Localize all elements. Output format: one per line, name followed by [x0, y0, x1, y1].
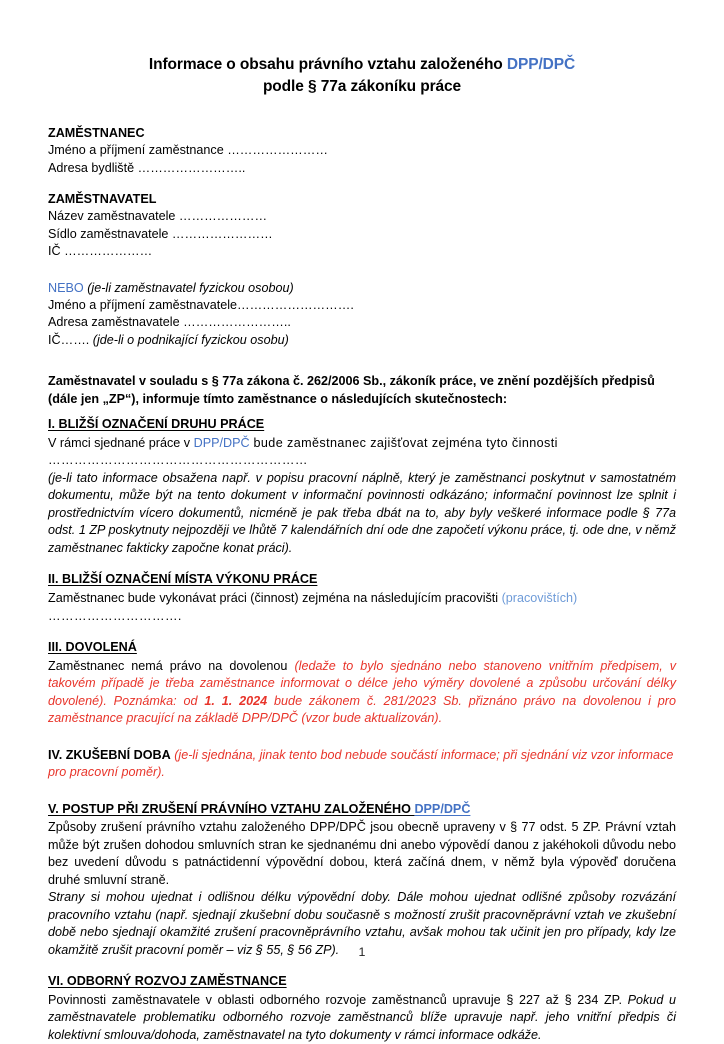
- employee-name-line: Jméno a příjmení zaměstnance ……………………: [48, 143, 328, 158]
- section-6-heading-text: VI. ODBORNÝ ROZVOJ ZAMĚSTNANCE: [48, 974, 287, 989]
- section-3-body-prefix: Zaměstnanec nemá právo na dovolenou: [48, 658, 295, 673]
- page-number: 1: [358, 945, 366, 959]
- spacer: [48, 728, 676, 747]
- employer-alt-name-line: Jméno a příjmení zaměstnavatele……………………….: [48, 297, 354, 312]
- employee-heading: ZAMĚSTNANEC: [48, 125, 145, 140]
- employer-heading: ZAMĚSTNAVATEL: [48, 192, 157, 207]
- section-6-body-italic: Pokud u zaměstnavatele problematiku odborného rozvoje zaměstnanců blíže upravuje např. jeho vnitřní předpis či kolektivní smlouva/dohoda, zaměstnavatel na tyto dokumenty v rámci informace odkáže.: [48, 992, 676, 1042]
- section-1-heading: [48, 416, 676, 434]
- section-1-body-accent: DPP/DPČ: [193, 435, 250, 450]
- section-1-body-prefix: V rámci sjednané práce v: [48, 435, 194, 450]
- spacer: [48, 959, 676, 973]
- section-3-heading-text: III. DOVOLENÁ: [48, 640, 137, 655]
- document-body: [48, 54, 676, 1044]
- spacer: [48, 408, 676, 416]
- section-3-note-part1: (ledaže to bylo sjednáno nebo stanoveno vnitřním předpisem, v takovém případě je třeba zaměstnance informovat o délce jeho výměry dovolené a způsobu určování délky dovolené). Poznámka: od: [48, 658, 676, 708]
- section-3-heading: [48, 639, 676, 657]
- spacer: [48, 177, 676, 191]
- spacer: [48, 625, 676, 639]
- section-4-heading-text: IV. ZKUŠEBNÍ DOBA: [48, 747, 171, 762]
- section-5-heading: [48, 801, 676, 819]
- employer-alt-ic-note: (jde-li o podnikající fyzickou osobu): [92, 332, 289, 347]
- section-3-note-part2: bude zákonem č. 281/2023 Sb. přiznáno právo na dovolenou i pro zaměstnance pracující na základě DPP/DPČ (vzor bude aktualizován).: [48, 693, 676, 726]
- page-title-line1-prefix: Informace o obsahu právního vztahu založeného: [148, 56, 507, 73]
- employer-alt-or-label: NEBO: [48, 280, 84, 295]
- section-4-heading: [48, 747, 676, 782]
- section-2-heading-text: II. BLIŽŠÍ OZNAČENÍ MÍSTA VÝKONU PRÁCE: [48, 572, 318, 587]
- employer-alt-or-note: (je-li zaměstnavatel fyzickou osobou): [87, 280, 294, 295]
- employer-ic-line: IČ …………………: [48, 244, 153, 259]
- spacer: [48, 261, 676, 280]
- section-1-note: (je-li tato informace obsažena např. v popisu pracovní náplně, který je zaměstnanci poskytnut v samostatném dokumentu, může být na tento dokument v informační povinnosti odkázáno; informační povinnost lze splnit i prostřednictvím vícero dokumentů, nicméně je pak třeba dbát na to, aby byly veškeré informace podle § 77a odst. 1 ZP poskytnuty nejpozději ve lhůtě 7 kalendářních dní ode dne započetí výkonu práce, tj. ode dne, v němž zaměstnanec fakticky započne konat práci).: [48, 470, 676, 555]
- section-6-body-normal: Povinnosti zaměstnavatele v oblasti odborného rozvoje zaměstnanců upravuje § 227 až § 234 ZP.: [48, 992, 628, 1007]
- intro-paragraph: Zaměstnavatel v souladu s § 77a zákona č. 262/2006 Sb., zákoník práce, ve znění pozdějších předpisů (dále jen „ZP“), informuje tímto zaměstnance o následujících skutečnostech:: [48, 374, 655, 406]
- employer-alt-ic-text: IČ…….: [48, 332, 93, 347]
- section-5-body: Způsoby zrušení právního vztahu založeného DPP/DPČ jsou obecně upraveny v § 77 odst. 5 ZP. Právní vztah může být zrušen dohodou smluvních stran ke sjednanému dni anebo výpovědí danou z jakéhokoli důvodu nebo bez uvedení důvodu s patnáctidenní výpovědní dobou, která začíná dnem, v němž byla výpověď doručena druhé smluvní straně.: [48, 820, 676, 887]
- section-3-note-date: 1. 1. 2024: [204, 693, 268, 708]
- page-title-line1-accent: DPP/DPČ: [506, 56, 576, 73]
- section-6-body: [48, 992, 676, 1044]
- employer-alt-or-line: [48, 280, 676, 297]
- section-5-heading-accent: DPP/DPČ: [414, 801, 471, 816]
- employer-name-line: Název zaměstnavatele …………………: [48, 209, 268, 224]
- section-2-body: [48, 590, 676, 625]
- section-2-body-suffix: ………………………….: [48, 608, 182, 623]
- section-1-body-suffix: bude zaměstnanec zajišťovat zejména tyto činnosti ……………………………………………………: [48, 435, 558, 468]
- section-5-note: Strany si mohou ujednat i odlišnou délku výpovědní doby. Dále mohou ujednat odlišné způsoby rozvázání pracovního vztahu (např. sjednají zkušební dobu současně s možností zrušit pracovněprávní vztah ve zkušební době nebo sjednají okamžité zrušení pracovněprávního vztahu, avšak mohou tak učinit jen pro případy, kdy lze okamžitě zrušit pracovní poměr – viz § 55, § 56 ZP).: [48, 890, 676, 957]
- spacer: [48, 349, 676, 373]
- spacer: [48, 557, 676, 571]
- employer-alt-address-line: Adresa zaměstnavatele ……………………..: [48, 315, 291, 330]
- employee-address-line: Adresa bydliště ……………………..: [48, 160, 246, 175]
- section-1-body: [48, 435, 676, 470]
- section-1-heading-text: I. BLIŽŠÍ OZNAČENÍ DRUHU PRÁCE: [48, 417, 265, 432]
- section-2-body-prefix: Zaměstnanec bude vykonávat práci (činnost) zejména na následujícím pracovišti: [48, 591, 502, 606]
- section-5-heading-prefix: V. POSTUP PŘI ZRUŠENÍ PRÁVNÍHO VZTAHU ZALOŽENÉHO: [48, 801, 415, 816]
- page-title-line2: podle § 77a zákoníku práce: [262, 78, 462, 96]
- section-4-note: (je-li sjednána, jinak tento bod nebude součástí informace; při sjednání viz vzor informace pro pracovní poměr).: [48, 747, 674, 780]
- section-3-body: [48, 658, 676, 728]
- section-6-heading: [48, 973, 676, 991]
- employer-seat-line: Sídlo zaměstnavatele ……………………: [48, 226, 273, 241]
- spacer: [48, 782, 676, 801]
- page-title: [48, 54, 676, 99]
- employer-alt-ic-line: [48, 332, 676, 349]
- section-2-body-accent: (pracovištích): [501, 591, 578, 606]
- section-2-heading: [48, 571, 676, 589]
